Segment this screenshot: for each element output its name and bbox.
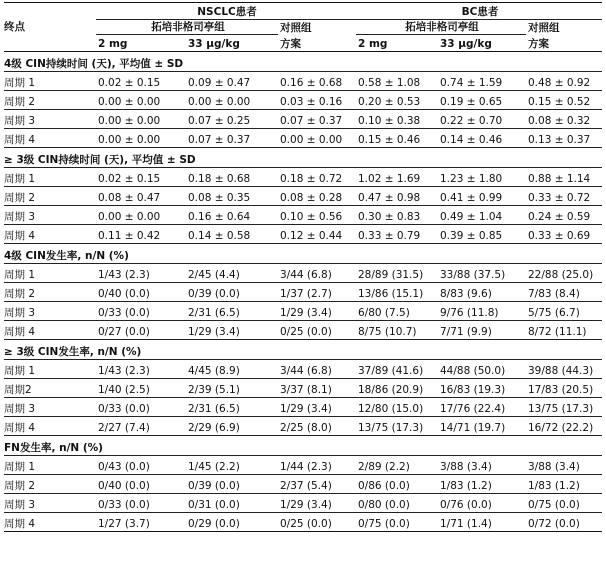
- nsclc-control-header: 对照组: [280, 21, 312, 34]
- row-label: 周期 4: [4, 417, 96, 436]
- row-label: 周期 1: [4, 72, 96, 91]
- table-cell: 0.88 ± 1.14: [526, 168, 602, 187]
- table-cell: 0.18 ± 0.68: [186, 168, 278, 187]
- table-cell: 8/72 (11.1): [526, 321, 602, 340]
- table-cell: 16/83 (19.3): [438, 379, 526, 398]
- table-cell: 0/27 (0.0): [96, 321, 186, 340]
- row-label: 周期 3: [4, 110, 96, 129]
- table-cell: 8/75 (10.7): [356, 321, 438, 340]
- table-cell: 0.02 ± 0.15: [96, 168, 186, 187]
- row-label: 周期 2: [4, 283, 96, 302]
- section-title: 4级 CIN发生率, n/N (%): [4, 244, 602, 264]
- table-cell: 1/29 (3.4): [278, 398, 356, 417]
- table-row: [4, 379, 602, 398]
- table-cell: 1/43 (2.3): [96, 264, 186, 283]
- bc-dose-2mg: 2 mg: [356, 35, 438, 52]
- table-cell: 17/76 (22.4): [438, 398, 526, 417]
- row-label: 周期 2: [4, 187, 96, 206]
- row-label: 周期 3: [4, 206, 96, 225]
- table-cell: 0.10 ± 0.56: [278, 206, 356, 225]
- table-cell: 0.49 ± 1.04: [438, 206, 526, 225]
- table-row: [4, 360, 602, 379]
- table-cell: 12/80 (15.0): [356, 398, 438, 417]
- table-cell: 0.07 ± 0.37: [278, 110, 356, 129]
- nsclc-control-regimen: 方案: [278, 35, 356, 52]
- table-cell: 0/31 (0.0): [186, 494, 278, 513]
- row-label: 周期 1: [4, 360, 96, 379]
- bc-control-header: 对照组: [528, 21, 560, 34]
- table-cell: 0.07 ± 0.25: [186, 110, 278, 129]
- table-row: [4, 129, 602, 148]
- row-label: 周期 3: [4, 302, 96, 321]
- table-cell: 0.16 ± 0.64: [186, 206, 278, 225]
- table-cell: 0.00 ± 0.00: [96, 110, 186, 129]
- table-cell: 13/75 (17.3): [526, 398, 602, 417]
- table-cell: 3/44 (6.8): [278, 360, 356, 379]
- table-cell: 0.16 ± 0.68: [278, 72, 356, 91]
- table-cell: 2/29 (6.9): [186, 417, 278, 436]
- table-cell: 1/83 (1.2): [438, 475, 526, 494]
- table-cell: 0.58 ± 1.08: [356, 72, 438, 91]
- row-label: 周期 4: [4, 225, 96, 244]
- table-cell: 2/31 (6.5): [186, 302, 278, 321]
- endpoint-header: 终点: [4, 3, 96, 52]
- table-row: [4, 91, 602, 110]
- table-cell: 16/72 (22.2): [526, 417, 602, 436]
- table-cell: 0/75 (0.0): [356, 513, 438, 532]
- table-cell: 17/83 (20.5): [526, 379, 602, 398]
- table-cell: 0.00 ± 0.00: [186, 91, 278, 110]
- table-cell: 0/76 (0.0): [438, 494, 526, 513]
- nsclc-dose-2mg: 2 mg: [96, 35, 186, 52]
- table-cell: 0/39 (0.0): [186, 283, 278, 302]
- table-cell: 2/45 (4.4): [186, 264, 278, 283]
- section-header-row: [4, 148, 602, 168]
- table-cell: 0.00 ± 0.00: [96, 206, 186, 225]
- table-cell: 0.41 ± 0.99: [438, 187, 526, 206]
- table-row: [4, 456, 602, 475]
- table-cell: 1/40 (2.5): [96, 379, 186, 398]
- row-label: 周期 1: [4, 264, 96, 283]
- table-cell: 0.33 ± 0.79: [356, 225, 438, 244]
- table-cell: 0.24 ± 0.59: [526, 206, 602, 225]
- row-label: 周期2: [4, 379, 96, 398]
- table-cell: 0.10 ± 0.38: [356, 110, 438, 129]
- nsclc-group-header: NSCLC患者: [96, 3, 356, 20]
- table-cell: 13/86 (15.1): [356, 283, 438, 302]
- table-cell: 2/39 (5.1): [186, 379, 278, 398]
- table-cell: 0/29 (0.0): [186, 513, 278, 532]
- section-title: ≥ 3级 CIN持续时间 (天), 平均值 ± SD: [4, 148, 602, 168]
- table-cell: 1.23 ± 1.80: [438, 168, 526, 187]
- table-cell: 2/27 (7.4): [96, 417, 186, 436]
- row-label: 周期 4: [4, 321, 96, 340]
- table-cell: 13/75 (17.3): [356, 417, 438, 436]
- section-header-row: [4, 436, 602, 456]
- table-cell: 0/43 (0.0): [96, 456, 186, 475]
- section-header-row: [4, 340, 602, 360]
- table-row: [4, 110, 602, 129]
- table-row: [4, 417, 602, 436]
- table-cell: 0.08 ± 0.32: [526, 110, 602, 129]
- table-cell: 3/37 (8.1): [278, 379, 356, 398]
- table-cell: 33/88 (37.5): [438, 264, 526, 283]
- table-cell: 0/72 (0.0): [526, 513, 602, 532]
- table-cell: 9/76 (11.8): [438, 302, 526, 321]
- table-cell: 0/80 (0.0): [356, 494, 438, 513]
- table-row: [4, 302, 602, 321]
- table-cell: 0.33 ± 0.72: [526, 187, 602, 206]
- table-cell: 0.19 ± 0.65: [438, 91, 526, 110]
- table-cell: 0.12 ± 0.44: [278, 225, 356, 244]
- table-cell: 0.08 ± 0.35: [186, 187, 278, 206]
- table-row: [4, 206, 602, 225]
- table-row: [4, 264, 602, 283]
- table-cell: 1/71 (1.4): [438, 513, 526, 532]
- row-label: 周期 1: [4, 456, 96, 475]
- table-cell: 18/86 (20.9): [356, 379, 438, 398]
- table-row: [4, 321, 602, 340]
- bc-group-header: BC患者: [356, 3, 602, 20]
- table-cell: 1/45 (2.2): [186, 456, 278, 475]
- table-cell: 0/33 (0.0): [96, 302, 186, 321]
- table-cell: 0/40 (0.0): [96, 475, 186, 494]
- table-cell: 0.74 ± 1.59: [438, 72, 526, 91]
- table-cell: 0.15 ± 0.52: [526, 91, 602, 110]
- table-cell: 0/39 (0.0): [186, 475, 278, 494]
- header-row-groups: [4, 3, 602, 20]
- table-cell: 3/88 (3.4): [526, 456, 602, 475]
- table-row: [4, 225, 602, 244]
- table-cell: 0/40 (0.0): [96, 283, 186, 302]
- bc-control-regimen: 方案: [526, 35, 602, 52]
- table-cell: 0.09 ± 0.47: [186, 72, 278, 91]
- table-cell: 1/43 (2.3): [96, 360, 186, 379]
- table-cell: 0.00 ± 0.00: [96, 91, 186, 110]
- section-title: ≥ 3级 CIN发生率, n/N (%): [4, 340, 602, 360]
- bc-trilaciclib-header: 拓培非格司亭组: [356, 20, 526, 35]
- row-label: 周期 2: [4, 91, 96, 110]
- table-row: [4, 283, 602, 302]
- table-row: [4, 398, 602, 417]
- table-cell: 0.14 ± 0.46: [438, 129, 526, 148]
- table-cell: 2/89 (2.2): [356, 456, 438, 475]
- table-cell: 2/25 (8.0): [278, 417, 356, 436]
- table-cell: 0.00 ± 0.00: [96, 129, 186, 148]
- table-cell: 4/45 (8.9): [186, 360, 278, 379]
- table-cell: 37/89 (41.6): [356, 360, 438, 379]
- table-cell: 0/33 (0.0): [96, 398, 186, 417]
- row-label: 周期 4: [4, 513, 96, 532]
- table-cell: 0.15 ± 0.46: [356, 129, 438, 148]
- row-label: 周期 1: [4, 168, 96, 187]
- table-cell: 1/29 (3.4): [278, 302, 356, 321]
- table-cell: 0.33 ± 0.69: [526, 225, 602, 244]
- table-cell: 0.03 ± 0.16: [278, 91, 356, 110]
- table-cell: 1/27 (3.7): [96, 513, 186, 532]
- table-cell: 1/29 (3.4): [186, 321, 278, 340]
- table-cell: 0.47 ± 0.98: [356, 187, 438, 206]
- table-cell: 1/37 (2.7): [278, 283, 356, 302]
- table-cell: 0.22 ± 0.70: [438, 110, 526, 129]
- table-cell: 5/75 (6.7): [526, 302, 602, 321]
- table-cell: 0.07 ± 0.37: [186, 129, 278, 148]
- table-row: [4, 494, 602, 513]
- table-cell: 1/44 (2.3): [278, 456, 356, 475]
- bc-dose-33: 33 μg/kg: [438, 35, 526, 52]
- section-title: 4级 CIN持续时间 (天), 平均值 ± SD: [4, 52, 602, 72]
- table-row: [4, 168, 602, 187]
- table-cell: 0/25 (0.0): [278, 513, 356, 532]
- row-label: 周期 3: [4, 494, 96, 513]
- table-cell: 0.08 ± 0.28: [278, 187, 356, 206]
- section-title: FN发生率, n/N (%): [4, 436, 602, 456]
- table-cell: 0/33 (0.0): [96, 494, 186, 513]
- table-cell: 1/83 (1.2): [526, 475, 602, 494]
- table-cell: 0.18 ± 0.72: [278, 168, 356, 187]
- table-cell: 2/37 (5.4): [278, 475, 356, 494]
- table-cell: 0.00 ± 0.00: [278, 129, 356, 148]
- table-cell: 0.02 ± 0.15: [96, 72, 186, 91]
- table-cell: 0.30 ± 0.83: [356, 206, 438, 225]
- table-cell: 3/88 (3.4): [438, 456, 526, 475]
- row-label: 周期 4: [4, 129, 96, 148]
- table-cell: 0/75 (0.0): [526, 494, 602, 513]
- table-cell: 1/29 (3.4): [278, 494, 356, 513]
- section-header-row: [4, 244, 602, 264]
- table-row: [4, 187, 602, 206]
- row-label: 周期 3: [4, 398, 96, 417]
- table-cell: 14/71 (19.7): [438, 417, 526, 436]
- table-cell: 44/88 (50.0): [438, 360, 526, 379]
- nsclc-trilaciclib-header: 拓培非格司亭组: [96, 20, 278, 35]
- table-cell: 0.14 ± 0.58: [186, 225, 278, 244]
- table-cell: 2/31 (6.5): [186, 398, 278, 417]
- table-cell: 3/44 (6.8): [278, 264, 356, 283]
- table-row: [4, 475, 602, 494]
- table-cell: 8/83 (9.6): [438, 283, 526, 302]
- table-cell: 0.13 ± 0.37: [526, 129, 602, 148]
- table-cell: 7/71 (9.9): [438, 321, 526, 340]
- table-cell: 7/83 (8.4): [526, 283, 602, 302]
- table-cell: 0.48 ± 0.92: [526, 72, 602, 91]
- table-row: [4, 72, 602, 91]
- results-table: [4, 2, 602, 532]
- table-cell: 22/88 (25.0): [526, 264, 602, 283]
- table-cell: 0/25 (0.0): [278, 321, 356, 340]
- table-cell: 6/80 (7.5): [356, 302, 438, 321]
- nsclc-dose-33: 33 μg/kg: [186, 35, 278, 52]
- row-label: 周期 2: [4, 475, 96, 494]
- table-cell: 28/89 (31.5): [356, 264, 438, 283]
- table-cell: 39/88 (44.3): [526, 360, 602, 379]
- table-cell: 0/86 (0.0): [356, 475, 438, 494]
- table-cell: 0.11 ± 0.42: [96, 225, 186, 244]
- table-cell: 1.02 ± 1.69: [356, 168, 438, 187]
- table-cell: 0.08 ± 0.47: [96, 187, 186, 206]
- table-cell: 0.20 ± 0.53: [356, 91, 438, 110]
- section-header-row: [4, 52, 602, 72]
- table-cell: 0.39 ± 0.85: [438, 225, 526, 244]
- table-row: [4, 513, 602, 532]
